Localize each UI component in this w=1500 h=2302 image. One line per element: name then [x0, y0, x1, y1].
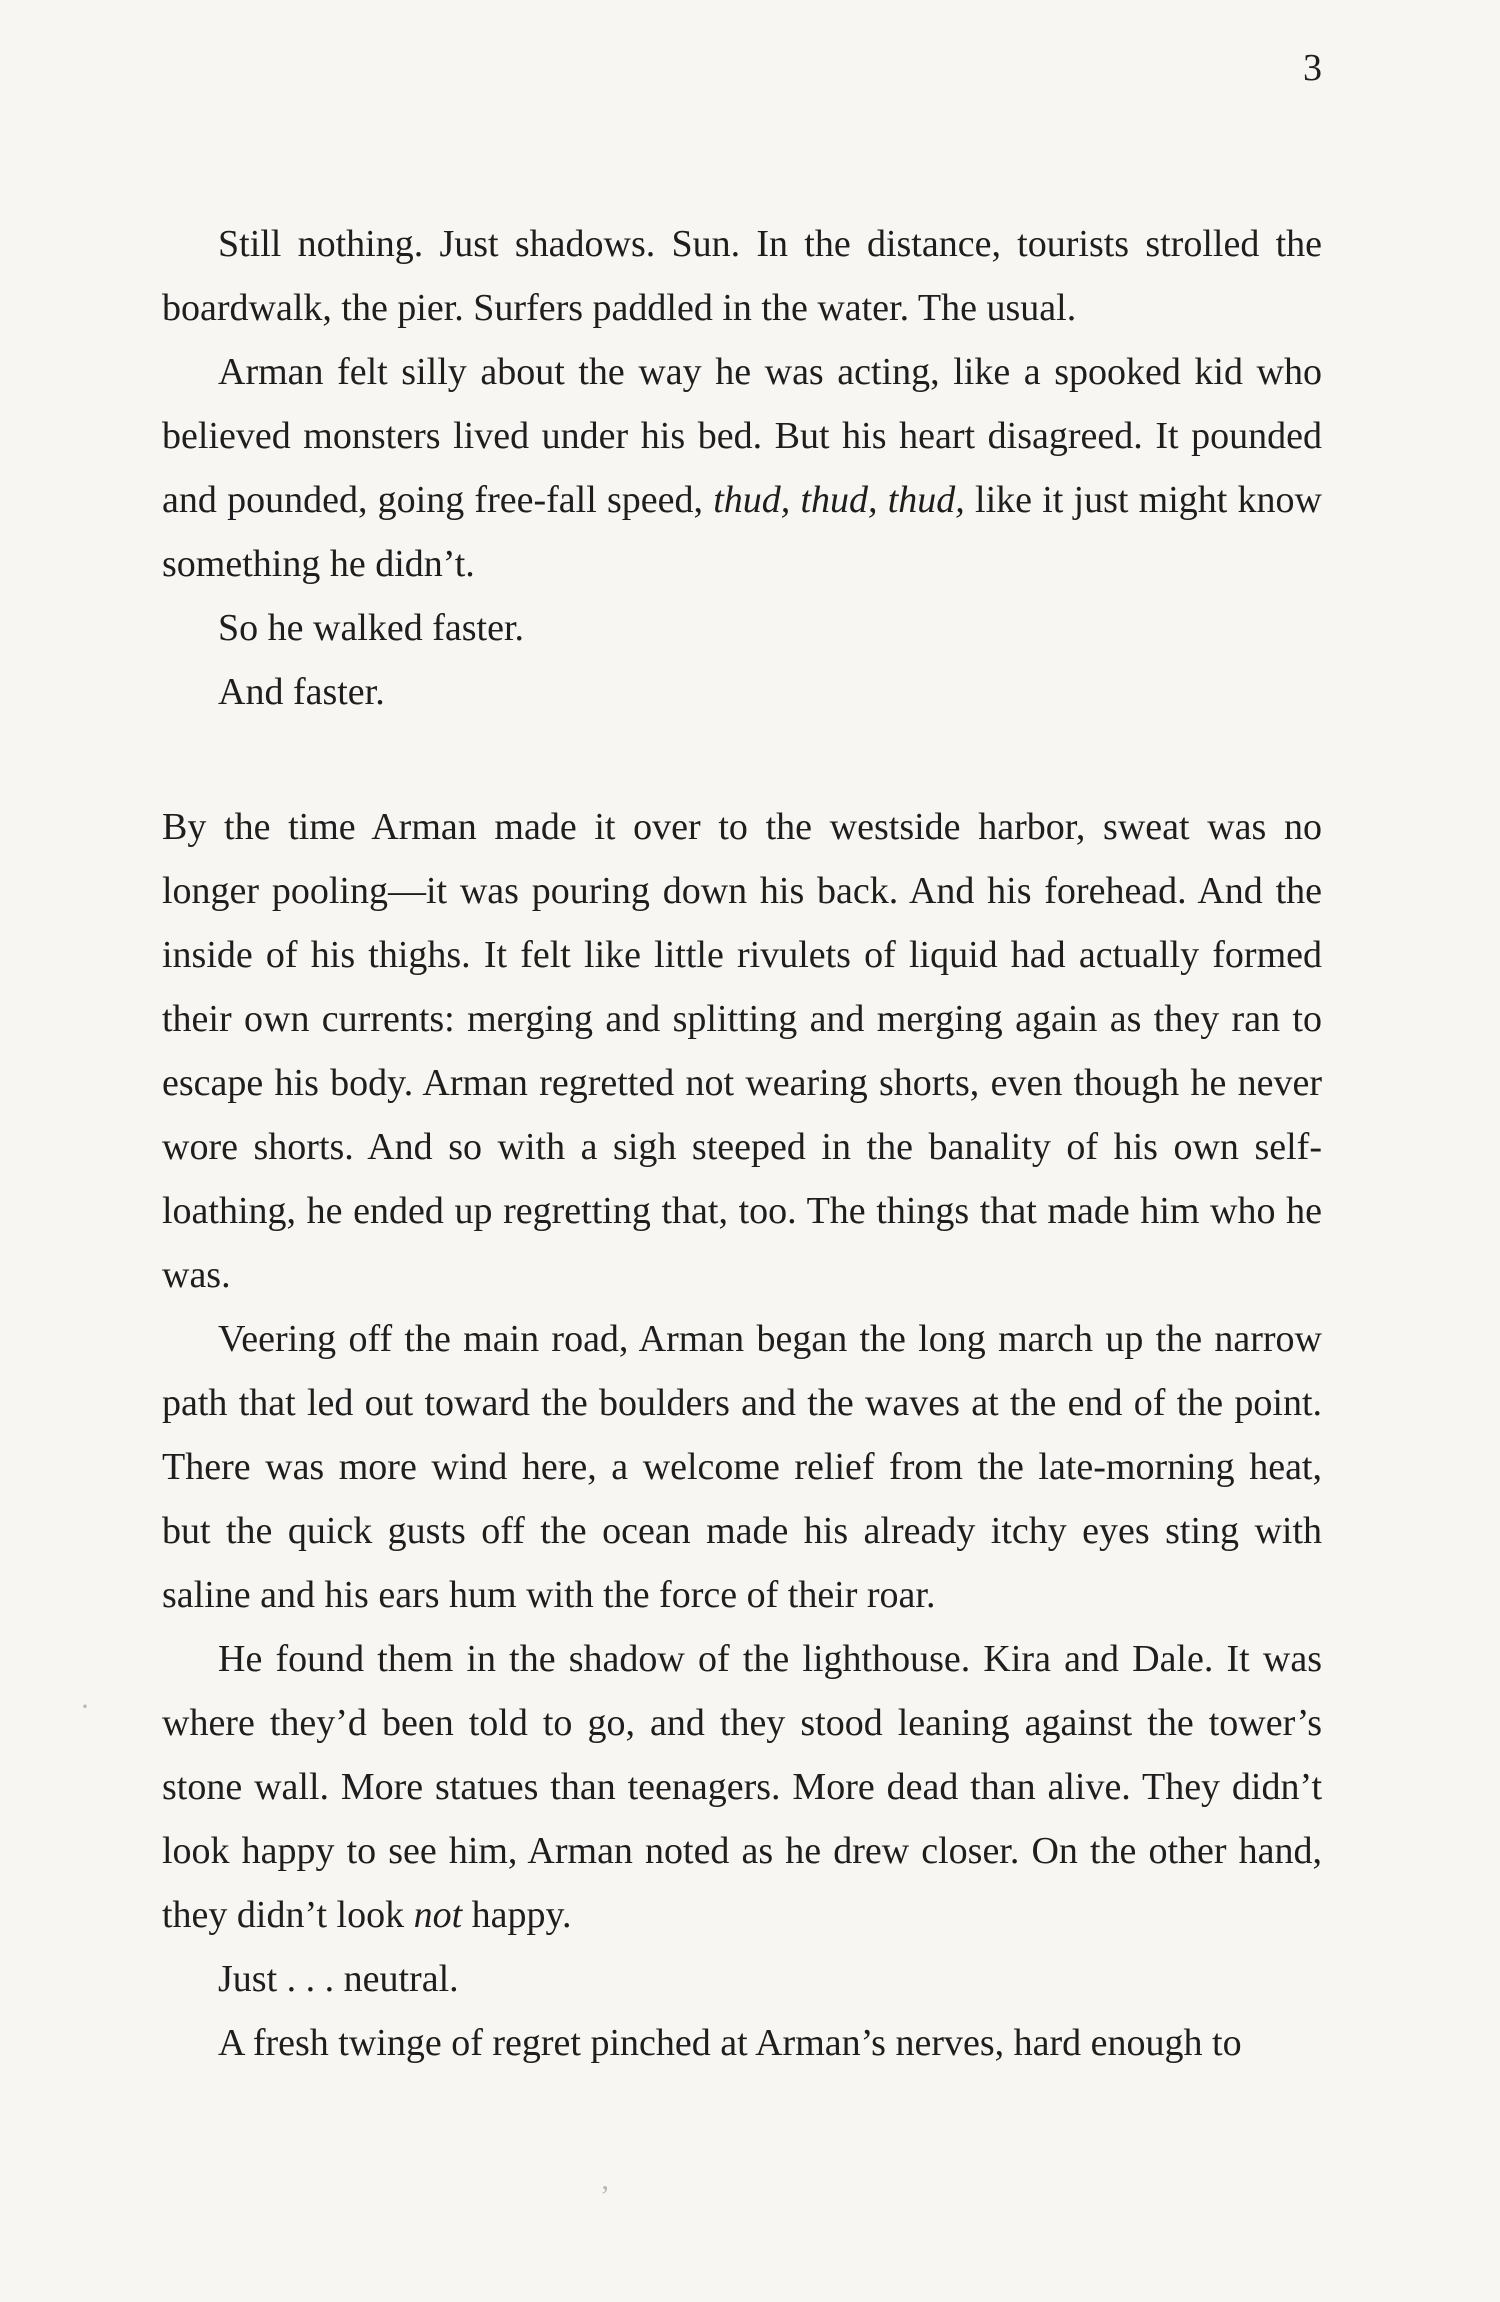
emphasis-text: thud, thud, thud, [713, 479, 965, 521]
paragraph: By the time Arman made it over to the westside harbor, sweat was no longer pooling—it was pouring down his back. And his forehead. And the inside of his thighs. It felt like little rivulets of liquid had actually formed their own currents: merging and splitting and merging again as they ran to escape his body. Arman regretted not wearing shorts, even though he never wore shorts. And so with a sigh steeped in the banality of his own self-loathing, he ended up regretting that, too. The things that made him who he was. [162, 806, 1322, 1296]
paragraph: And faster. [218, 671, 385, 713]
paragraph: Still nothing. Just shadows. Sun. In the distance, tourists strolled the boardwalk, the pier. Surfers paddled in the water. The usual. [162, 223, 1322, 329]
paragraph: A fresh twinge of regret pinched at Arman’s nerves, hard enough to [218, 2022, 1242, 2064]
paragraph: Veering off the main road, Arman began the long march up the narrow path that led out toward the boulders and the waves at the end of the point. There was more wind here, a welcome relief from the late-morning heat, but the quick gusts off the ocean made his already itchy eyes sting with saline and his ears hum with the force of their roar. [162, 1318, 1322, 1616]
paragraph: Just . . . neutral. [218, 1958, 459, 2000]
paragraph-text: like it just might know something he didn’t. [162, 479, 1322, 585]
page-number: 3 [1303, 47, 1322, 89]
paragraph-text: He found them in the shadow of the lighthouse. Kira and Dale. It was where they’d been told to go, and they stood leaning against the tower’s stone wall. More statues than teenagers. More dead than alive. They didn’t look happy to see him, Arman noted as he drew closer. On the other hand, they didn’t look [162, 1638, 1322, 1936]
paragraph [162, 340, 1322, 596]
paragraph-text: Arman felt silly about the way he was acting, like a spooked kid who believed monsters lived under his bed. But his heart disagreed. It pounded and pounded, going free-fall speed, [162, 351, 1322, 521]
section-1 [162, 212, 1322, 724]
scan-speck: ʼ [600, 2180, 610, 2213]
paragraph-text: happy. [462, 1894, 572, 1936]
scan-speck: · [80, 1690, 90, 1723]
section-2 [162, 795, 1322, 2075]
paragraph: So he walked faster. [218, 607, 525, 649]
emphasis-text: not [413, 1894, 463, 1936]
paragraph [162, 1627, 1322, 1947]
